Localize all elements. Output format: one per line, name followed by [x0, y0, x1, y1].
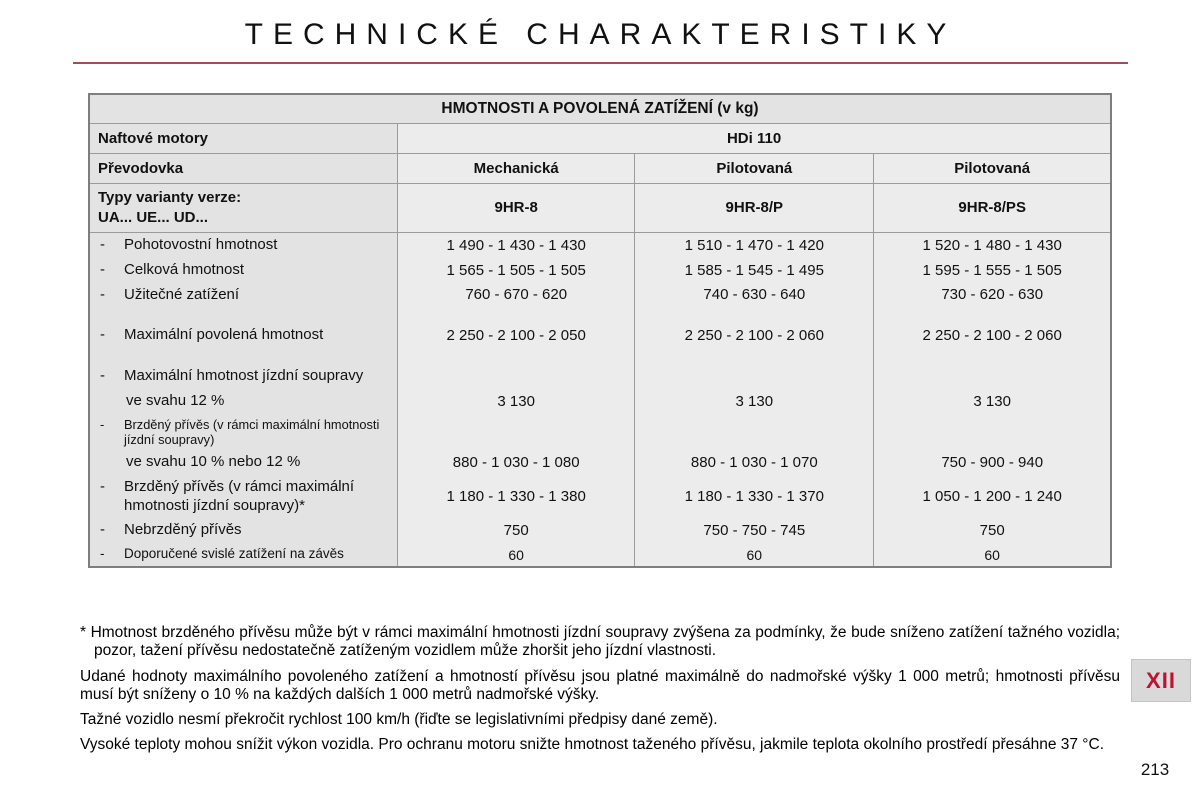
variant-value-1: 9HR-8 — [398, 183, 635, 233]
engine-label: Naftové motory — [89, 123, 398, 153]
footnote-altitude: Udané hodnoty maximálního povoleného zatížení a hmotností přívěsu jsou platné maximálně do nadmořské výšky 1 000 metrů; hmotnosti přívěsu musí být sníženy o 10 % na každých dalších 1 000 metrů nadmořské výšky. — [80, 667, 1120, 703]
cell-value: 1 595 - 1 555 - 1 505 — [874, 258, 1111, 283]
table-row — [89, 543, 1111, 567]
table-header-section — [89, 94, 1111, 233]
cell-value: 730 - 620 - 630 — [874, 283, 1111, 308]
gearbox-label: Převodovka — [89, 153, 398, 183]
table-data-section — [89, 233, 1111, 568]
row-label: - Brzděný přívěs (v rámci maximální hmotnosti jízdní soupravy) — [100, 416, 380, 447]
footnote-asterisk: * Hmotnost brzděného přívěsu může být v rámci maximální hmotnosti jízdní soupravy zvýšena za podmínky, že bude sníženo zatížení tažného vozidla; pozor, tažení přívěsu nedostatečně zatíženým vozidlem může zhoršit jeho jízdní vlastnosti. — [80, 624, 1120, 660]
variant-value-3: 9HR-8/PS — [874, 183, 1111, 233]
gearbox-value-3: Pilotovaná — [874, 153, 1111, 183]
cell-value: 2 250 - 2 100 - 2 050 — [398, 307, 635, 348]
cell-value: 1 585 - 1 545 - 1 495 — [635, 258, 874, 283]
page-title: TECHNICKÉ CHARAKTERISTIKY — [244, 18, 957, 51]
table-caption: HMOTNOSTI A POVOLENÁ ZATÍŽENÍ (v kg) — [89, 94, 1111, 123]
table-row — [89, 518, 1111, 543]
cell-value: 750 — [874, 518, 1111, 543]
row-label: - Pohotovostní hmotnost — [100, 236, 278, 253]
cell-value: 60 — [635, 543, 874, 567]
table-row — [89, 233, 1111, 258]
footnote-temperature: Vysoké teploty mohou snížit výkon vozidla. Pro ochranu motoru snižte hmotnost taženého přívěsu, jakmile teplota okolního prostředí přesáhne 37 °C. — [80, 736, 1105, 754]
cell-value: 740 - 630 - 640 — [635, 283, 874, 308]
page-number: 213 — [1140, 760, 1170, 779]
title-rule — [73, 62, 1128, 64]
row-label: - Brzděný přívěs (v rámci maximální hmotnosti jízdní soupravy)* — [100, 477, 355, 514]
footnote-speed: Tažné vozidlo nesmí překročit rychlost 100 km/h (řiďte se legislativními předpisy dané země). — [80, 711, 718, 729]
variant-label-line1: Typy varianty verze: — [98, 188, 242, 206]
row-label: - Nebrzděný přívěs — [100, 521, 242, 539]
cell-value: 60 — [874, 543, 1111, 567]
cell-value: 3 130 — [635, 389, 874, 414]
table-row — [89, 307, 1111, 348]
variant-label — [89, 183, 398, 233]
cell-value: 3 130 — [874, 389, 1111, 414]
variant-row — [89, 183, 1111, 233]
gearbox-value-1: Mechanická — [398, 153, 635, 183]
cell-value: 750 - 750 - 745 — [635, 518, 874, 543]
weights-table — [88, 93, 1112, 568]
dash-marker: - — [100, 416, 105, 432]
section-badge: XII — [1131, 659, 1191, 702]
row-label: - Maximální hmotnost jízdní soupravy — [100, 367, 364, 384]
table-row — [89, 348, 1111, 389]
gearbox-value-2: Pilotovaná — [635, 153, 874, 183]
cell-value: 1 180 - 1 330 - 1 380 — [398, 475, 635, 519]
table-row — [89, 475, 1111, 519]
table-row — [89, 283, 1111, 308]
row-label: - Doporučené svislé zatížení na závěs — [100, 546, 344, 562]
row-label: ve svahu 10 % nebo 12 % — [126, 453, 301, 471]
cell-value: 1 510 - 1 470 - 1 420 — [635, 233, 874, 258]
table-row — [89, 414, 1111, 451]
dash-marker: - — [100, 367, 105, 384]
dash-marker: - — [100, 326, 105, 344]
dash-marker: - — [100, 546, 105, 562]
table-row — [89, 389, 1111, 414]
gearbox-row — [89, 153, 1111, 183]
row-label: ve svahu 12 % — [126, 391, 225, 409]
table-row — [89, 450, 1111, 475]
cell-value: 750 - 900 - 940 — [874, 450, 1111, 475]
footnotes — [80, 624, 1120, 762]
cell-value: 880 - 1 030 - 1 080 — [398, 450, 635, 475]
cell-value: 1 180 - 1 330 - 1 370 — [635, 475, 874, 519]
row-label: - Maximální povolená hmotnost — [100, 326, 324, 344]
dash-marker: - — [100, 521, 105, 539]
cell-value: 2 250 - 2 100 - 2 060 — [874, 307, 1111, 348]
cell-value: 1 565 - 1 505 - 1 505 — [398, 258, 635, 283]
engine-row — [89, 123, 1111, 153]
table-row — [89, 258, 1111, 283]
cell-value: 3 130 — [398, 389, 635, 414]
dash-marker: - — [100, 285, 105, 303]
dash-marker: - — [100, 260, 105, 278]
variant-label-line2: UA... UE... UD... — [98, 208, 209, 226]
variant-value-2: 9HR-8/P — [635, 183, 874, 233]
dash-marker: - — [100, 477, 105, 495]
cell-value: 1 490 - 1 430 - 1 430 — [398, 233, 635, 258]
cell-value: 2 250 - 2 100 - 2 060 — [635, 307, 874, 348]
row-label: - Užitečné zatížení — [100, 285, 240, 303]
cell-value: 60 — [398, 543, 635, 567]
row-label: - Celková hmotnost — [100, 260, 245, 278]
engine-value: HDi 110 — [398, 123, 1111, 153]
cell-value: 1 050 - 1 200 - 1 240 — [874, 475, 1111, 519]
cell-value: 760 - 670 - 620 — [398, 283, 635, 308]
dash-marker: - — [100, 236, 105, 253]
cell-value: 750 — [398, 518, 635, 543]
table-caption-row — [89, 94, 1111, 123]
cell-value: 880 - 1 030 - 1 070 — [635, 450, 874, 475]
cell-value: 1 520 - 1 480 - 1 430 — [874, 233, 1111, 258]
